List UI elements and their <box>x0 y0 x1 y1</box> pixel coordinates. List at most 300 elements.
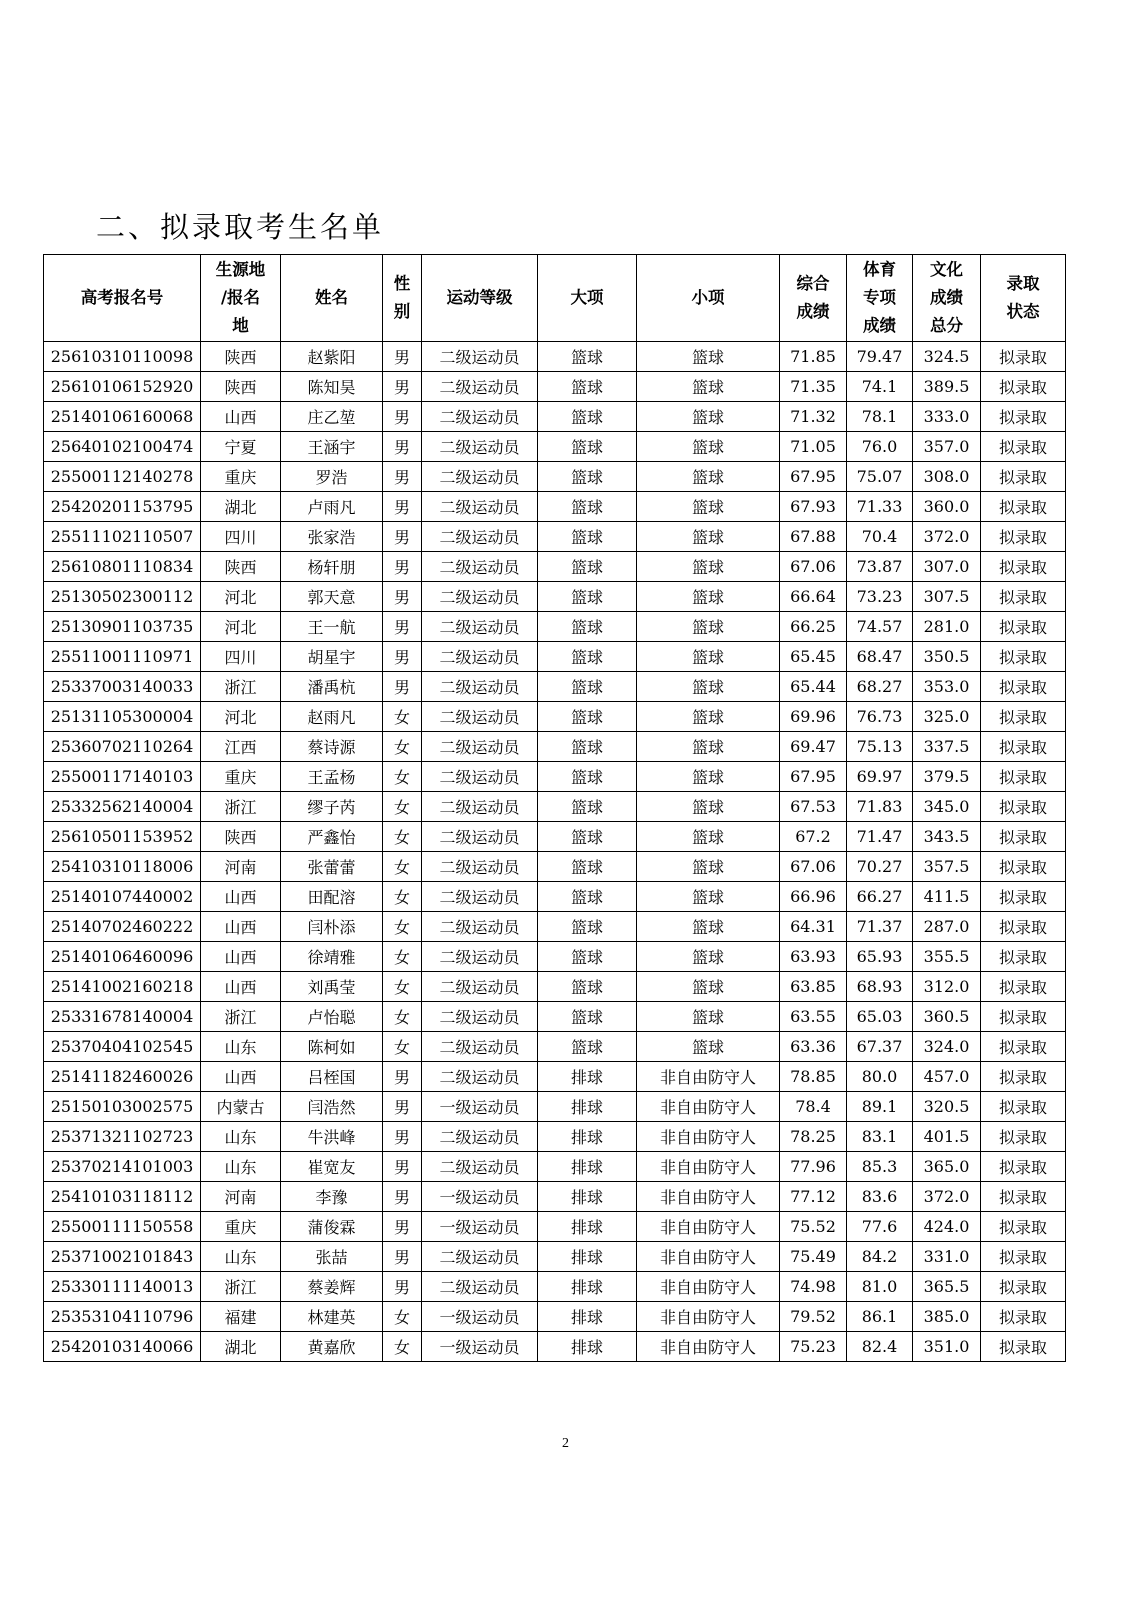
cell-name: 赵紫阳 <box>281 342 383 372</box>
cell-region: 山西 <box>201 942 281 972</box>
cell-status: 拟录取 <box>981 822 1066 852</box>
column-header-region <box>201 255 281 342</box>
cell-composite: 66.25 <box>780 612 847 642</box>
cell-name: 胡星宇 <box>281 642 383 672</box>
cell-gender: 男 <box>383 672 422 702</box>
cell-level: 二级运动员 <box>422 462 538 492</box>
cell-name: 庄乙堃 <box>281 402 383 432</box>
cell-name: 田配溶 <box>281 882 383 912</box>
cell-culture: 457.0 <box>913 1062 981 1092</box>
cell-sport: 85.3 <box>847 1152 913 1182</box>
cell-gender: 男 <box>383 1092 422 1122</box>
cell-major: 篮球 <box>538 522 637 552</box>
cell-minor: 非自由防守人 <box>637 1332 780 1362</box>
page-number: 2 <box>562 1436 569 1451</box>
table-row <box>44 402 1066 432</box>
table-row <box>44 1212 1066 1242</box>
cell-sport: 79.47 <box>847 342 913 372</box>
cell-major: 篮球 <box>538 1002 637 1032</box>
cell-region: 内蒙古 <box>201 1092 281 1122</box>
cell-gender: 男 <box>383 1182 422 1212</box>
column-header-line: 录取 <box>1006 274 1040 293</box>
cell-sport: 83.6 <box>847 1182 913 1212</box>
cell-gender: 男 <box>383 582 422 612</box>
cell-culture: 360.0 <box>913 492 981 522</box>
cell-major: 排球 <box>538 1332 637 1362</box>
cell-minor: 篮球 <box>637 732 780 762</box>
cell-region: 河北 <box>201 612 281 642</box>
cell-culture: 355.5 <box>913 942 981 972</box>
cell-minor: 篮球 <box>637 942 780 972</box>
cell-minor: 篮球 <box>637 972 780 1002</box>
cell-major: 排球 <box>538 1182 637 1212</box>
cell-region: 山东 <box>201 1242 281 1272</box>
column-header-line: 高考报名号 <box>80 288 164 307</box>
cell-region: 湖北 <box>201 492 281 522</box>
cell-name: 王一航 <box>281 612 383 642</box>
table-row <box>44 702 1066 732</box>
cell-gender: 女 <box>383 882 422 912</box>
table-row <box>44 1062 1066 1092</box>
cell-gender: 男 <box>383 522 422 552</box>
cell-level: 二级运动员 <box>422 1032 538 1062</box>
cell-id: 25420201153795 <box>44 492 201 522</box>
cell-culture: 360.5 <box>913 1002 981 1032</box>
cell-region: 浙江 <box>201 672 281 702</box>
table-row <box>44 612 1066 642</box>
table-row <box>44 912 1066 942</box>
cell-status: 拟录取 <box>981 642 1066 672</box>
column-header-id <box>44 255 201 342</box>
cell-sport: 75.13 <box>847 732 913 762</box>
cell-gender: 男 <box>383 1212 422 1242</box>
cell-composite: 75.49 <box>780 1242 847 1272</box>
cell-culture: 325.0 <box>913 702 981 732</box>
cell-gender: 男 <box>383 612 422 642</box>
cell-composite: 63.93 <box>780 942 847 972</box>
cell-id: 25140702460222 <box>44 912 201 942</box>
column-header-line: 别 <box>393 302 411 321</box>
cell-minor: 篮球 <box>637 462 780 492</box>
cell-id: 25511102110507 <box>44 522 201 552</box>
cell-name: 蔡姜辉 <box>281 1272 383 1302</box>
cell-major: 排球 <box>538 1062 637 1092</box>
cell-minor: 非自由防守人 <box>637 1272 780 1302</box>
cell-id: 25353104110796 <box>44 1302 201 1332</box>
cell-sport: 76.73 <box>847 702 913 732</box>
cell-status: 拟录取 <box>981 582 1066 612</box>
cell-sport: 68.27 <box>847 672 913 702</box>
cell-major: 排球 <box>538 1242 637 1272</box>
cell-region: 河南 <box>201 1182 281 1212</box>
table-row <box>44 822 1066 852</box>
cell-name: 郭天意 <box>281 582 383 612</box>
cell-level: 一级运动员 <box>422 1182 538 1212</box>
cell-level: 一级运动员 <box>422 1302 538 1332</box>
cell-composite: 71.85 <box>780 342 847 372</box>
cell-status: 拟录取 <box>981 342 1066 372</box>
cell-major: 篮球 <box>538 342 637 372</box>
cell-region: 河南 <box>201 852 281 882</box>
cell-minor: 非自由防守人 <box>637 1152 780 1182</box>
cell-level: 二级运动员 <box>422 1062 538 1092</box>
cell-status: 拟录取 <box>981 882 1066 912</box>
table-row <box>44 1152 1066 1182</box>
cell-composite: 66.64 <box>780 582 847 612</box>
cell-status: 拟录取 <box>981 1212 1066 1242</box>
cell-minor: 篮球 <box>637 912 780 942</box>
cell-status: 拟录取 <box>981 1272 1066 1302</box>
cell-gender: 男 <box>383 342 422 372</box>
cell-minor: 篮球 <box>637 402 780 432</box>
cell-id: 25610106152920 <box>44 372 201 402</box>
cell-id: 25140106460096 <box>44 942 201 972</box>
cell-culture: 333.0 <box>913 402 981 432</box>
cell-composite: 64.31 <box>780 912 847 942</box>
cell-gender: 男 <box>383 642 422 672</box>
cell-region: 重庆 <box>201 462 281 492</box>
column-header-line: 性 <box>393 274 411 293</box>
cell-culture: 320.5 <box>913 1092 981 1122</box>
cell-status: 拟录取 <box>981 1332 1066 1362</box>
cell-level: 二级运动员 <box>422 822 538 852</box>
cell-sport: 73.87 <box>847 552 913 582</box>
cell-gender: 女 <box>383 732 422 762</box>
cell-major: 排球 <box>538 1152 637 1182</box>
cell-gender: 男 <box>383 1242 422 1272</box>
cell-id: 25130901103735 <box>44 612 201 642</box>
cell-level: 二级运动员 <box>422 792 538 822</box>
cell-culture: 401.5 <box>913 1122 981 1152</box>
cell-major: 排球 <box>538 1092 637 1122</box>
cell-name: 林建英 <box>281 1302 383 1332</box>
cell-status: 拟录取 <box>981 612 1066 642</box>
cell-major: 篮球 <box>538 882 637 912</box>
cell-minor: 篮球 <box>637 1002 780 1032</box>
cell-region: 山东 <box>201 1032 281 1062</box>
column-header-line: 姓名 <box>315 288 348 307</box>
cell-level: 二级运动员 <box>422 1272 538 1302</box>
cell-status: 拟录取 <box>981 762 1066 792</box>
cell-name: 徐靖雅 <box>281 942 383 972</box>
cell-level: 二级运动员 <box>422 582 538 612</box>
column-header-minor <box>637 255 780 342</box>
column-header-status <box>981 255 1066 342</box>
cell-culture: 411.5 <box>913 882 981 912</box>
cell-status: 拟录取 <box>981 1242 1066 1272</box>
cell-name: 王孟杨 <box>281 762 383 792</box>
table-row <box>44 1002 1066 1032</box>
cell-id: 25500117140103 <box>44 762 201 792</box>
cell-level: 二级运动员 <box>422 642 538 672</box>
cell-major: 篮球 <box>538 372 637 402</box>
table-row <box>44 672 1066 702</box>
cell-composite: 71.05 <box>780 432 847 462</box>
cell-sport: 66.27 <box>847 882 913 912</box>
cell-id: 25330111140013 <box>44 1272 201 1302</box>
column-header-line: 大项 <box>570 288 604 307</box>
cell-gender: 女 <box>383 852 422 882</box>
cell-name: 王涵宇 <box>281 432 383 462</box>
cell-minor: 篮球 <box>637 342 780 372</box>
table-row <box>44 642 1066 672</box>
cell-name: 吕桎国 <box>281 1062 383 1092</box>
cell-minor: 非自由防守人 <box>637 1182 780 1212</box>
table-row <box>44 1242 1066 1272</box>
cell-minor: 非自由防守人 <box>637 1242 780 1272</box>
cell-minor: 篮球 <box>637 492 780 522</box>
cell-sport: 65.93 <box>847 942 913 972</box>
cell-gender: 男 <box>383 402 422 432</box>
cell-level: 一级运动员 <box>422 1212 538 1242</box>
cell-region: 山东 <box>201 1122 281 1152</box>
section-title: 二、拟录取考生名单 <box>96 210 385 244</box>
cell-major: 排球 <box>538 1302 637 1332</box>
cell-gender: 男 <box>383 462 422 492</box>
cell-composite: 67.53 <box>780 792 847 822</box>
cell-sport: 65.03 <box>847 1002 913 1032</box>
cell-sport: 81.0 <box>847 1272 913 1302</box>
cell-status: 拟录取 <box>981 972 1066 1002</box>
cell-minor: 篮球 <box>637 792 780 822</box>
cell-region: 福建 <box>201 1302 281 1332</box>
cell-level: 二级运动员 <box>422 492 538 522</box>
table-row <box>44 1302 1066 1332</box>
cell-major: 篮球 <box>538 822 637 852</box>
cell-name: 闫朴添 <box>281 912 383 942</box>
cell-culture: 345.0 <box>913 792 981 822</box>
column-header-line: 成绩 <box>863 316 896 335</box>
column-header-line: 综合 <box>796 274 830 293</box>
cell-composite: 74.98 <box>780 1272 847 1302</box>
table-row <box>44 372 1066 402</box>
cell-name: 蔡诗源 <box>281 732 383 762</box>
cell-status: 拟录取 <box>981 792 1066 822</box>
table-row <box>44 1332 1066 1362</box>
cell-sport: 71.37 <box>847 912 913 942</box>
cell-minor: 篮球 <box>637 642 780 672</box>
cell-culture: 307.0 <box>913 552 981 582</box>
cell-level: 二级运动员 <box>422 1242 538 1272</box>
column-header-major <box>538 255 637 342</box>
column-header-name <box>281 255 383 342</box>
cell-gender: 女 <box>383 912 422 942</box>
cell-sport: 83.1 <box>847 1122 913 1152</box>
cell-name: 陈柯如 <box>281 1032 383 1062</box>
cell-composite: 71.35 <box>780 372 847 402</box>
cell-name: 陈知昊 <box>281 372 383 402</box>
table-row <box>44 462 1066 492</box>
cell-composite: 75.52 <box>780 1212 847 1242</box>
cell-id: 25410103118112 <box>44 1182 201 1212</box>
cell-minor: 篮球 <box>637 582 780 612</box>
column-header-level <box>422 255 538 342</box>
cell-composite: 67.93 <box>780 492 847 522</box>
cell-region: 重庆 <box>201 1212 281 1242</box>
cell-composite: 77.96 <box>780 1152 847 1182</box>
cell-composite: 77.12 <box>780 1182 847 1212</box>
column-header-line: 专项 <box>863 288 896 307</box>
cell-region: 陕西 <box>201 552 281 582</box>
cell-name: 蒲俊霖 <box>281 1212 383 1242</box>
cell-name: 罗浩 <box>281 462 383 492</box>
cell-major: 篮球 <box>538 702 637 732</box>
cell-sport: 74.57 <box>847 612 913 642</box>
cell-status: 拟录取 <box>981 702 1066 732</box>
cell-minor: 篮球 <box>637 612 780 642</box>
cell-minor: 篮球 <box>637 1032 780 1062</box>
cell-culture: 424.0 <box>913 1212 981 1242</box>
table-row <box>44 432 1066 462</box>
cell-level: 二级运动员 <box>422 882 538 912</box>
cell-gender: 女 <box>383 942 422 972</box>
cell-gender: 男 <box>383 432 422 462</box>
column-header-line: 体育 <box>863 260 896 279</box>
cell-status: 拟录取 <box>981 1122 1066 1152</box>
table-row <box>44 882 1066 912</box>
cell-sport: 75.07 <box>847 462 913 492</box>
cell-status: 拟录取 <box>981 492 1066 522</box>
cell-gender: 女 <box>383 1332 422 1362</box>
cell-level: 二级运动员 <box>422 852 538 882</box>
cell-culture: 379.5 <box>913 762 981 792</box>
column-header-line: 状态 <box>1006 302 1040 321</box>
cell-region: 四川 <box>201 522 281 552</box>
column-header-line: 生源地 <box>215 260 266 279</box>
cell-composite: 67.06 <box>780 552 847 582</box>
cell-name: 杨轩朋 <box>281 552 383 582</box>
cell-region: 山西 <box>201 1062 281 1092</box>
cell-major: 篮球 <box>538 852 637 882</box>
cell-sport: 68.93 <box>847 972 913 1002</box>
cell-gender: 男 <box>383 1122 422 1152</box>
cell-id: 25360702110264 <box>44 732 201 762</box>
cell-culture: 357.5 <box>913 852 981 882</box>
cell-gender: 男 <box>383 1152 422 1182</box>
cell-status: 拟录取 <box>981 1002 1066 1032</box>
cell-major: 排球 <box>538 1122 637 1152</box>
cell-name: 赵雨凡 <box>281 702 383 732</box>
cell-minor: 篮球 <box>637 762 780 792</box>
cell-name: 卢雨凡 <box>281 492 383 522</box>
cell-major: 篮球 <box>538 942 637 972</box>
cell-status: 拟录取 <box>981 522 1066 552</box>
column-header-line: 地 <box>232 316 249 335</box>
cell-minor: 篮球 <box>637 672 780 702</box>
cell-sport: 71.33 <box>847 492 913 522</box>
cell-composite: 65.45 <box>780 642 847 672</box>
column-header-composite <box>780 255 847 342</box>
cell-gender: 女 <box>383 822 422 852</box>
cell-level: 一级运动员 <box>422 1092 538 1122</box>
column-header-line: 运动等级 <box>446 288 513 307</box>
cell-major: 篮球 <box>538 642 637 672</box>
cell-culture: 350.5 <box>913 642 981 672</box>
cell-id: 25140106160068 <box>44 402 201 432</box>
cell-major: 篮球 <box>538 402 637 432</box>
cell-culture: 287.0 <box>913 912 981 942</box>
cell-region: 浙江 <box>201 1002 281 1032</box>
cell-status: 拟录取 <box>981 1092 1066 1122</box>
cell-status: 拟录取 <box>981 402 1066 432</box>
cell-culture: 308.0 <box>913 462 981 492</box>
cell-region: 江西 <box>201 732 281 762</box>
cell-composite: 69.47 <box>780 732 847 762</box>
cell-name: 牛洪峰 <box>281 1122 383 1152</box>
cell-level: 二级运动员 <box>422 342 538 372</box>
cell-gender: 女 <box>383 972 422 1002</box>
cell-culture: 312.0 <box>913 972 981 1002</box>
cell-level: 二级运动员 <box>422 1152 538 1182</box>
cell-region: 宁夏 <box>201 432 281 462</box>
cell-level: 二级运动员 <box>422 612 538 642</box>
cell-composite: 63.85 <box>780 972 847 1002</box>
table-row <box>44 1092 1066 1122</box>
cell-major: 篮球 <box>538 552 637 582</box>
cell-major: 篮球 <box>538 792 637 822</box>
cell-region: 陕西 <box>201 342 281 372</box>
cell-composite: 79.52 <box>780 1302 847 1332</box>
cell-culture: 331.0 <box>913 1242 981 1272</box>
cell-region: 浙江 <box>201 1272 281 1302</box>
column-header-line: 成绩 <box>796 302 830 321</box>
cell-culture: 357.0 <box>913 432 981 462</box>
cell-name: 潘禹杭 <box>281 672 383 702</box>
cell-id: 25141182460026 <box>44 1062 201 1092</box>
cell-status: 拟录取 <box>981 852 1066 882</box>
cell-culture: 365.0 <box>913 1152 981 1182</box>
cell-composite: 78.25 <box>780 1122 847 1152</box>
column-header-line: 总分 <box>930 316 963 335</box>
cell-culture: 324.0 <box>913 1032 981 1062</box>
cell-sport: 77.6 <box>847 1212 913 1242</box>
cell-name: 张家浩 <box>281 522 383 552</box>
cell-major: 篮球 <box>538 432 637 462</box>
cell-gender: 女 <box>383 792 422 822</box>
cell-region: 重庆 <box>201 762 281 792</box>
cell-sport: 70.4 <box>847 522 913 552</box>
cell-minor: 篮球 <box>637 552 780 582</box>
cell-id: 25610801110834 <box>44 552 201 582</box>
column-header-line: 文化 <box>930 260 963 279</box>
cell-minor: 篮球 <box>637 882 780 912</box>
cell-major: 篮球 <box>538 912 637 942</box>
cell-composite: 69.96 <box>780 702 847 732</box>
cell-sport: 84.2 <box>847 1242 913 1272</box>
cell-gender: 女 <box>383 762 422 792</box>
cell-region: 河北 <box>201 702 281 732</box>
cell-culture: 324.5 <box>913 342 981 372</box>
cell-culture: 389.5 <box>913 372 981 402</box>
column-header-culture <box>913 255 981 342</box>
cell-composite: 63.55 <box>780 1002 847 1032</box>
cell-composite: 71.32 <box>780 402 847 432</box>
table-header-row <box>44 255 1066 342</box>
cell-region: 山西 <box>201 882 281 912</box>
cell-level: 二级运动员 <box>422 402 538 432</box>
table-row <box>44 1182 1066 1212</box>
cell-region: 山东 <box>201 1152 281 1182</box>
cell-status: 拟录取 <box>981 552 1066 582</box>
cell-name: 闫浩然 <box>281 1092 383 1122</box>
cell-composite: 66.96 <box>780 882 847 912</box>
cell-major: 篮球 <box>538 612 637 642</box>
cell-culture: 365.5 <box>913 1272 981 1302</box>
cell-minor: 非自由防守人 <box>637 1302 780 1332</box>
cell-sport: 70.27 <box>847 852 913 882</box>
table-row <box>44 762 1066 792</box>
column-header-line: 成绩 <box>930 288 963 307</box>
